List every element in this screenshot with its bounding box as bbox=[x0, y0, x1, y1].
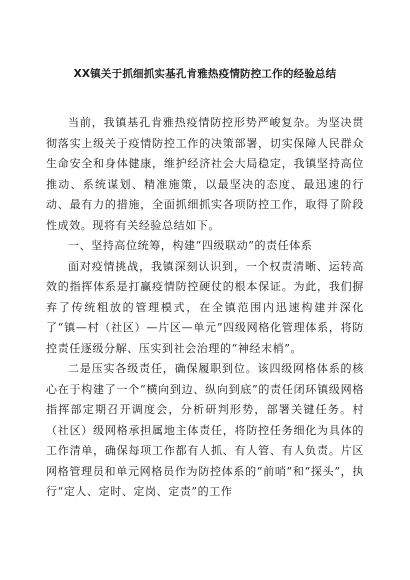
section-heading-1: 一、坚持高位统筹，构建“四级联动”的责任体系 bbox=[68, 239, 313, 252]
paragraph-intro: 当前，我镇基孔肯雅热疫情防控形势严峻复杂。为坚决贯彻落实上级关于疫情防控工作的决策部署，切实保障人民群众生命安全和身体健康，维护经济社会大局稳定，我镇坚持高位推动、系统谋划、精准施策，以最坚决的态度、最迅速的行动、最有力的措施，全面抓细抓实各项防控工作，取得了阶段性成效。现将有关经验总结如下。 bbox=[46, 116, 364, 232]
paragraph-responsibility: 二是压实各级责任，确保履职到位。该四级网格体系的核心在于构建了一个“横向到边、纵向到底”的责任闭环镇级网格指挥部定期召开调度会，分析研判形势，部署关键任务。村（社区）级网格承担属地主体责任，将防控任务细化为具体的工作清单，确保每项工作都有人抓、有人管、有人负责。片区网格管理员和单元网格员作为防控体系的“前哨”和“探头”，执行“定人、定时、定岗、定责”的工作 bbox=[46, 362, 364, 498]
document-title: XX镇关于抓细抓实基孔肯雅热疫情防控工作的经验总结 bbox=[73, 68, 337, 80]
paragraph-section-1: 面对疫情挑战，我镇深刻认识到，一个权责清晰、运转高效的指挥体系是打赢疫情防控硬仗的根本保证。为此，我们摒弃了传统粗放的管理模式，在全镇范围内迅速构建并深化了“镇—村（社区）—片区—单元”四级网格化管理体系，将防控责任逐级分解、压实到社会治理的“神经末梢”。 bbox=[46, 259, 364, 355]
